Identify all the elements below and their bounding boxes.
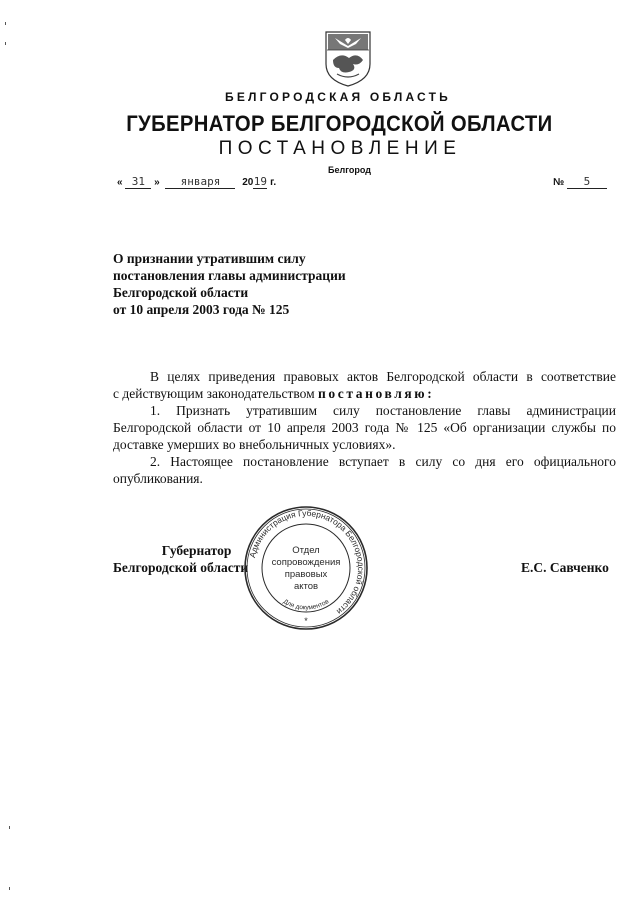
document-subject [113,250,346,318]
intro-line-1: В целях приведения правовых актов Белгородской области в соответствие [150,369,616,384]
signatory-position [113,542,248,576]
document-body [113,368,616,487]
date-day: 31 [125,176,151,189]
scan-mark [9,826,10,829]
intro-line-2 [113,385,616,402]
number-value: 5 [567,176,607,189]
date-year-prefix: 20 [242,177,254,188]
scan-mark [9,887,10,890]
number-label: № [553,177,565,188]
item-2: 2. Настоящее постановление вступает в силу со дня его официального опубликования. [113,454,616,486]
document-type: ПОСТАНОВЛЕНИЕ [218,138,462,159]
scan-mark [5,22,6,25]
document-number [553,176,607,189]
stamp-center-line: актов [293,581,319,592]
stamp-center-line: Отдел [292,545,320,556]
subject-line: О признании утратившим силу [113,251,306,266]
date-year-unit: г. [270,177,277,188]
subject-line: постановления главы администрации [113,268,346,283]
position-line-2: Белгородской области [113,560,249,575]
signatory-name: Е.С. Савченко [521,560,609,575]
region-name: БЕЛГОРОДСКАЯ ОБЛАСТЬ [225,90,451,104]
document-date [117,176,276,189]
city-name: Белгород [328,165,371,175]
subject-line: от 10 апреля 2003 года № 125 [113,302,290,317]
stamp-star: * [304,616,308,626]
stamp-center-line: сопровождения [271,557,341,568]
scan-mark [5,42,6,45]
resolution-word: постановляю: [318,386,435,401]
intro-text: с действующим законодательством [113,386,319,401]
coat-of-arms-emblem [323,30,373,88]
item-1: 1. Признать утратившим силу постановление главы администрации Белгородской области от 10 апреля 2003 года № 125 «Об организации службы по доставке умерших во внебольничных условиях». [113,403,616,452]
position-line-1: Губернатор [161,543,232,558]
stamp-ring-text: Администрация Губернатора Белгородской области [247,507,367,617]
date-close-quote: » [154,177,160,188]
date-open-quote: « [117,177,123,188]
official-stamp [243,505,369,631]
date-year-suffix: 19 [253,175,267,188]
stamp-bottom-text: Для документов [281,598,331,612]
subject-line: Белгородской области [113,285,249,300]
date-month: января [165,176,235,189]
issuer-title: ГУБЕРНАТОР БЕЛГОРОДСКОЙ ОБЛАСТИ [126,111,553,136]
stamp-center-line: правовых [284,569,328,580]
